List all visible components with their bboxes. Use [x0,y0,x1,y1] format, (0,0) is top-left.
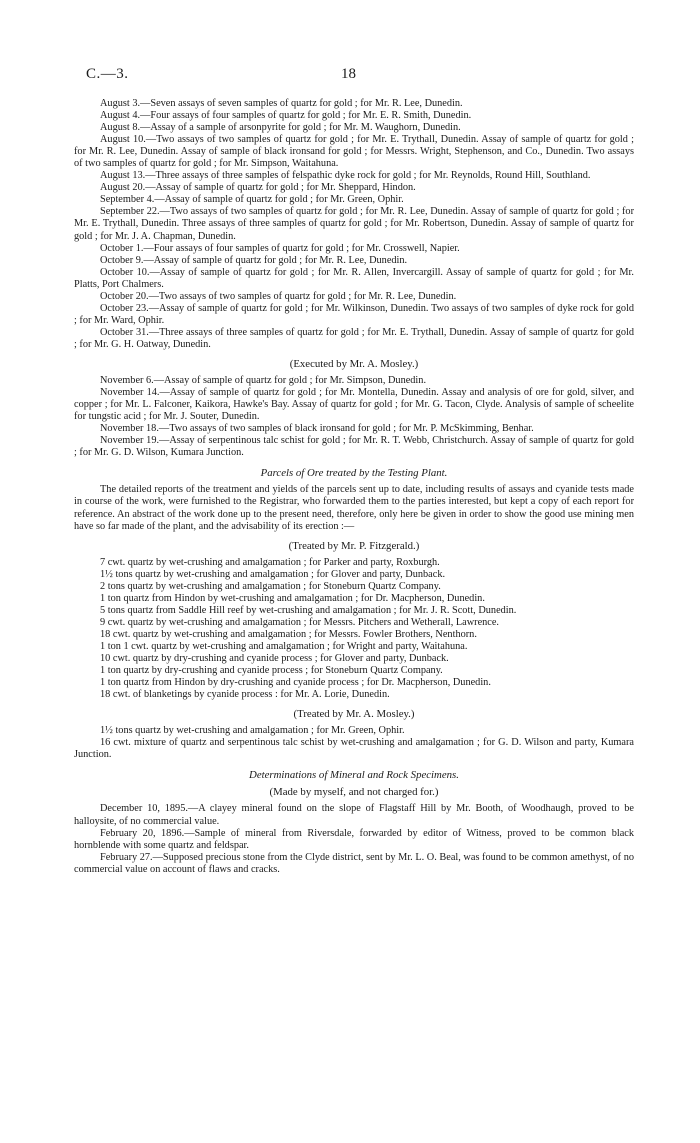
section-heading: (Treated by Mr. A. Mosley.) [293,708,415,721]
determination-entry: February 27.—Supposed precious stone from the Clyde district, sent by Mr. L. O. Beal, was found to be common amethyst, of no commercial value on account of flaws and cracks. [74,851,634,875]
parcel-entry: 10 cwt. quartz by dry-crushing and cyanide process ; for Glover and party, Dunback. [100,653,449,665]
assay-entry: October 31.—Three assays of three samples of quartz for gold ; for Mr. E. Trythall, Dunedin. Assay of sample of quartz for gold ; for Mr. G. H. Oatway, Dunedin. [74,326,634,350]
assay-entry: August 20.—Assay of sample of quartz for gold ; for Mr. Sheppard, Hindon. [100,182,416,194]
page-number: 18 [341,66,356,82]
determination-entry: February 20, 1896.—Sample of mineral from Riversdale, forwarded by editor of Witness, proved to be common black hornblende with some quartz and feldspar. [74,827,634,851]
parcel-entry: 1 ton quartz from Hindon by dry-crushing and cyanide process ; for Dr. Macpherson, Dunedin. [100,677,491,689]
parcel-entry: 1½ tons quartz by wet-crushing and amalgamation ; for Glover and party, Dunback. [100,568,446,580]
body-paragraph: The detailed reports of the treatment and yields of the parcels sent up to date, including results of assays and cyanide tests made in course of the work, were furnished to the Registrar, who forwarded them to the parties interested, but kept a copy of each report for reference. An abstract of the work done up to the present need, therefore, only here be given in order to show the good use mining men have so far made of the plant, and the advisability of its erection :— [74,484,634,532]
parcel-entry: 16 cwt. mixture of quartz and serpentinous talc schist by wet-crushing and amalgamation ; for G. D. Wilson and party, Kumara Junction. [74,737,634,761]
assay-entry: October 9.—Assay of sample of quartz for gold ; for Mr. R. Lee, Dunedin. [100,254,408,266]
report-code: C.—3. [86,66,129,82]
assay-entry: August 3.—Seven assays of seven samples of quartz for gold ; for Mr. R. Lee, Dunedin. [100,98,463,109]
parcel-entry: 1½ tons quartz by wet-crushing and amalgamation ; for Mr. Green, Ophir. [100,725,405,737]
assay-entry: October 10.—Assay of sample of quartz for gold ; for Mr. R. Allen, Invercargill. Assay of sample of quartz for gold ; for Mr. Platts, Port Chalmers. [74,266,634,290]
assay-entry: August 13.—Three assays of three samples of felspathic dyke rock for gold ; for Mr. Reynolds, Round Hill, Southland. [100,170,591,182]
section-heading: (Treated by Mr. P. Fitzgerald.) [288,539,420,552]
assay-entry: September 4.—Assay of sample of quartz for gold ; for Mr. Green, Ophir. [100,194,404,206]
parcel-entry: 7 cwt. quartz by wet-crushing and amalgamation ; for Parker and party, Roxburgh. [100,556,440,568]
parcel-entry: 5 tons quartz from Saddle Hill reef by wet-crushing and amalgamation ; for Mr. J. R. Scott, Dunedin. [100,604,517,616]
assay-entry: August 10.—Two assays of two samples of quartz for gold ; for Mr. E. Trythall, Dunedin. Assay of sample of quartz for gold ; for Mr. R. Lee, Dunedin. Assay of sample of black ironsand for gold ; for Messrs. Wright, Stephenson, and Co., Dunedin. Two assays of two samples of quartz for gold ; for Mr. Simpson, Waitahuna. [74,134,634,170]
parcel-entry: 9 cwt. quartz by wet-crushing and amalgamation ; for Messrs. Pitchers and Wetherall, Lawrence. [100,616,499,628]
parcel-entry: 18 cwt. quartz by wet-crushing and amalgamation ; for Messrs. Fowler Brothers, Nenthorn. [100,628,477,640]
assay-entry: September 22.—Two assays of two samples of quartz for gold ; for Mr. R. Lee, Dunedin. Assay of sample of quartz for gold ; for Mr. E. Trythall, Dunedin. Three assays of three samples of quartz for gold ; for Mr. Robertson, Dunedin. Assay of sample of quartz for gold ; for Mr. J. A. Chapman, Dunedin. [74,206,634,242]
page-body [74,98,634,876]
section-title: Parcels of Ore treated by the Testing Plant. [260,467,448,480]
assay-entry: November 14.—Assay of sample of quartz for gold ; for Mr. Montella, Dunedin. Assay and analysis of ore for gold, silver, and copper ; for Mr. L. Falconer, Kaikora, Hawke's Bay. Assay of quartz for gold ; for Mr. G. Tacon, Clyde. Analysis of sample of scheelite for tungstic acid ; for Mr. J. Souter, Dunedin. [74,387,634,423]
determination-entry: December 10, 1895.—A clayey mineral found on the slope of Flagstaff Hill by Mr. Booth, of Woodhaugh, proved to be halloysite, of no commercial value. [74,803,634,827]
section-heading: (Made by myself, and not charged for.) [269,786,439,799]
parcel-entry: 1 ton quartz by dry-crushing and cyanide process ; for Stoneburn Quartz Company. [100,665,443,677]
assay-entry: August 8.—Assay of a sample of arsonpyrite for gold ; for Mr. M. Waughorn, Dunedin. [100,122,461,134]
assay-entry: October 20.—Two assays of two samples of quartz for gold ; for Mr. R. Lee, Dunedin. [100,290,457,302]
assay-entry: October 1.—Four assays of four samples of quartz for gold ; for Mr. Crosswell, Napier. [100,242,460,254]
parcel-entry: 2 tons quartz by wet-crushing and amalgamation ; for Stoneburn Quartz Company. [100,580,441,592]
assay-entry: October 23.—Assay of sample of quartz for gold ; for Mr. Wilkinson, Dunedin. Two assays of two samples of dyke rock for gold ; for Mr. Ward, Ophir. [74,302,634,326]
section-heading: (Executed by Mr. A. Mosley.) [289,357,419,370]
parcel-entry: 1 ton 1 cwt. quartz by wet-crushing and amalgamation ; for Wright and party, Waitahuna. [100,640,468,652]
parcel-entry: 1 ton quartz from Hindon by wet-crushing and amalgamation ; for Dr. Macpherson, Dunedin. [100,592,485,604]
parcel-entry: 18 cwt. of blanketings by cyanide process : for Mr. A. Lorie, Dunedin. [100,689,390,701]
assay-entry: November 6.—Assay of sample of quartz for gold ; for Mr. Simpson, Dunedin. [100,375,427,387]
assay-entry: August 4.—Four assays of four samples of quartz for gold ; for Mr. E. R. Smith, Dunedin. [100,110,472,122]
section-title: Determinations of Mineral and Rock Specimens. [249,769,459,782]
assay-entry: November 19.—Assay of serpentinous talc schist for gold ; for Mr. R. T. Webb, Christchurch. Assay of sample of quartz for gold ; for Mr. G. D. Wilson, Kumara Junction. [74,435,634,459]
assay-entry: November 18.—Two assays of two samples of black ironsand for gold ; for Mr. P. McSkimming, Benhar. [100,423,534,435]
